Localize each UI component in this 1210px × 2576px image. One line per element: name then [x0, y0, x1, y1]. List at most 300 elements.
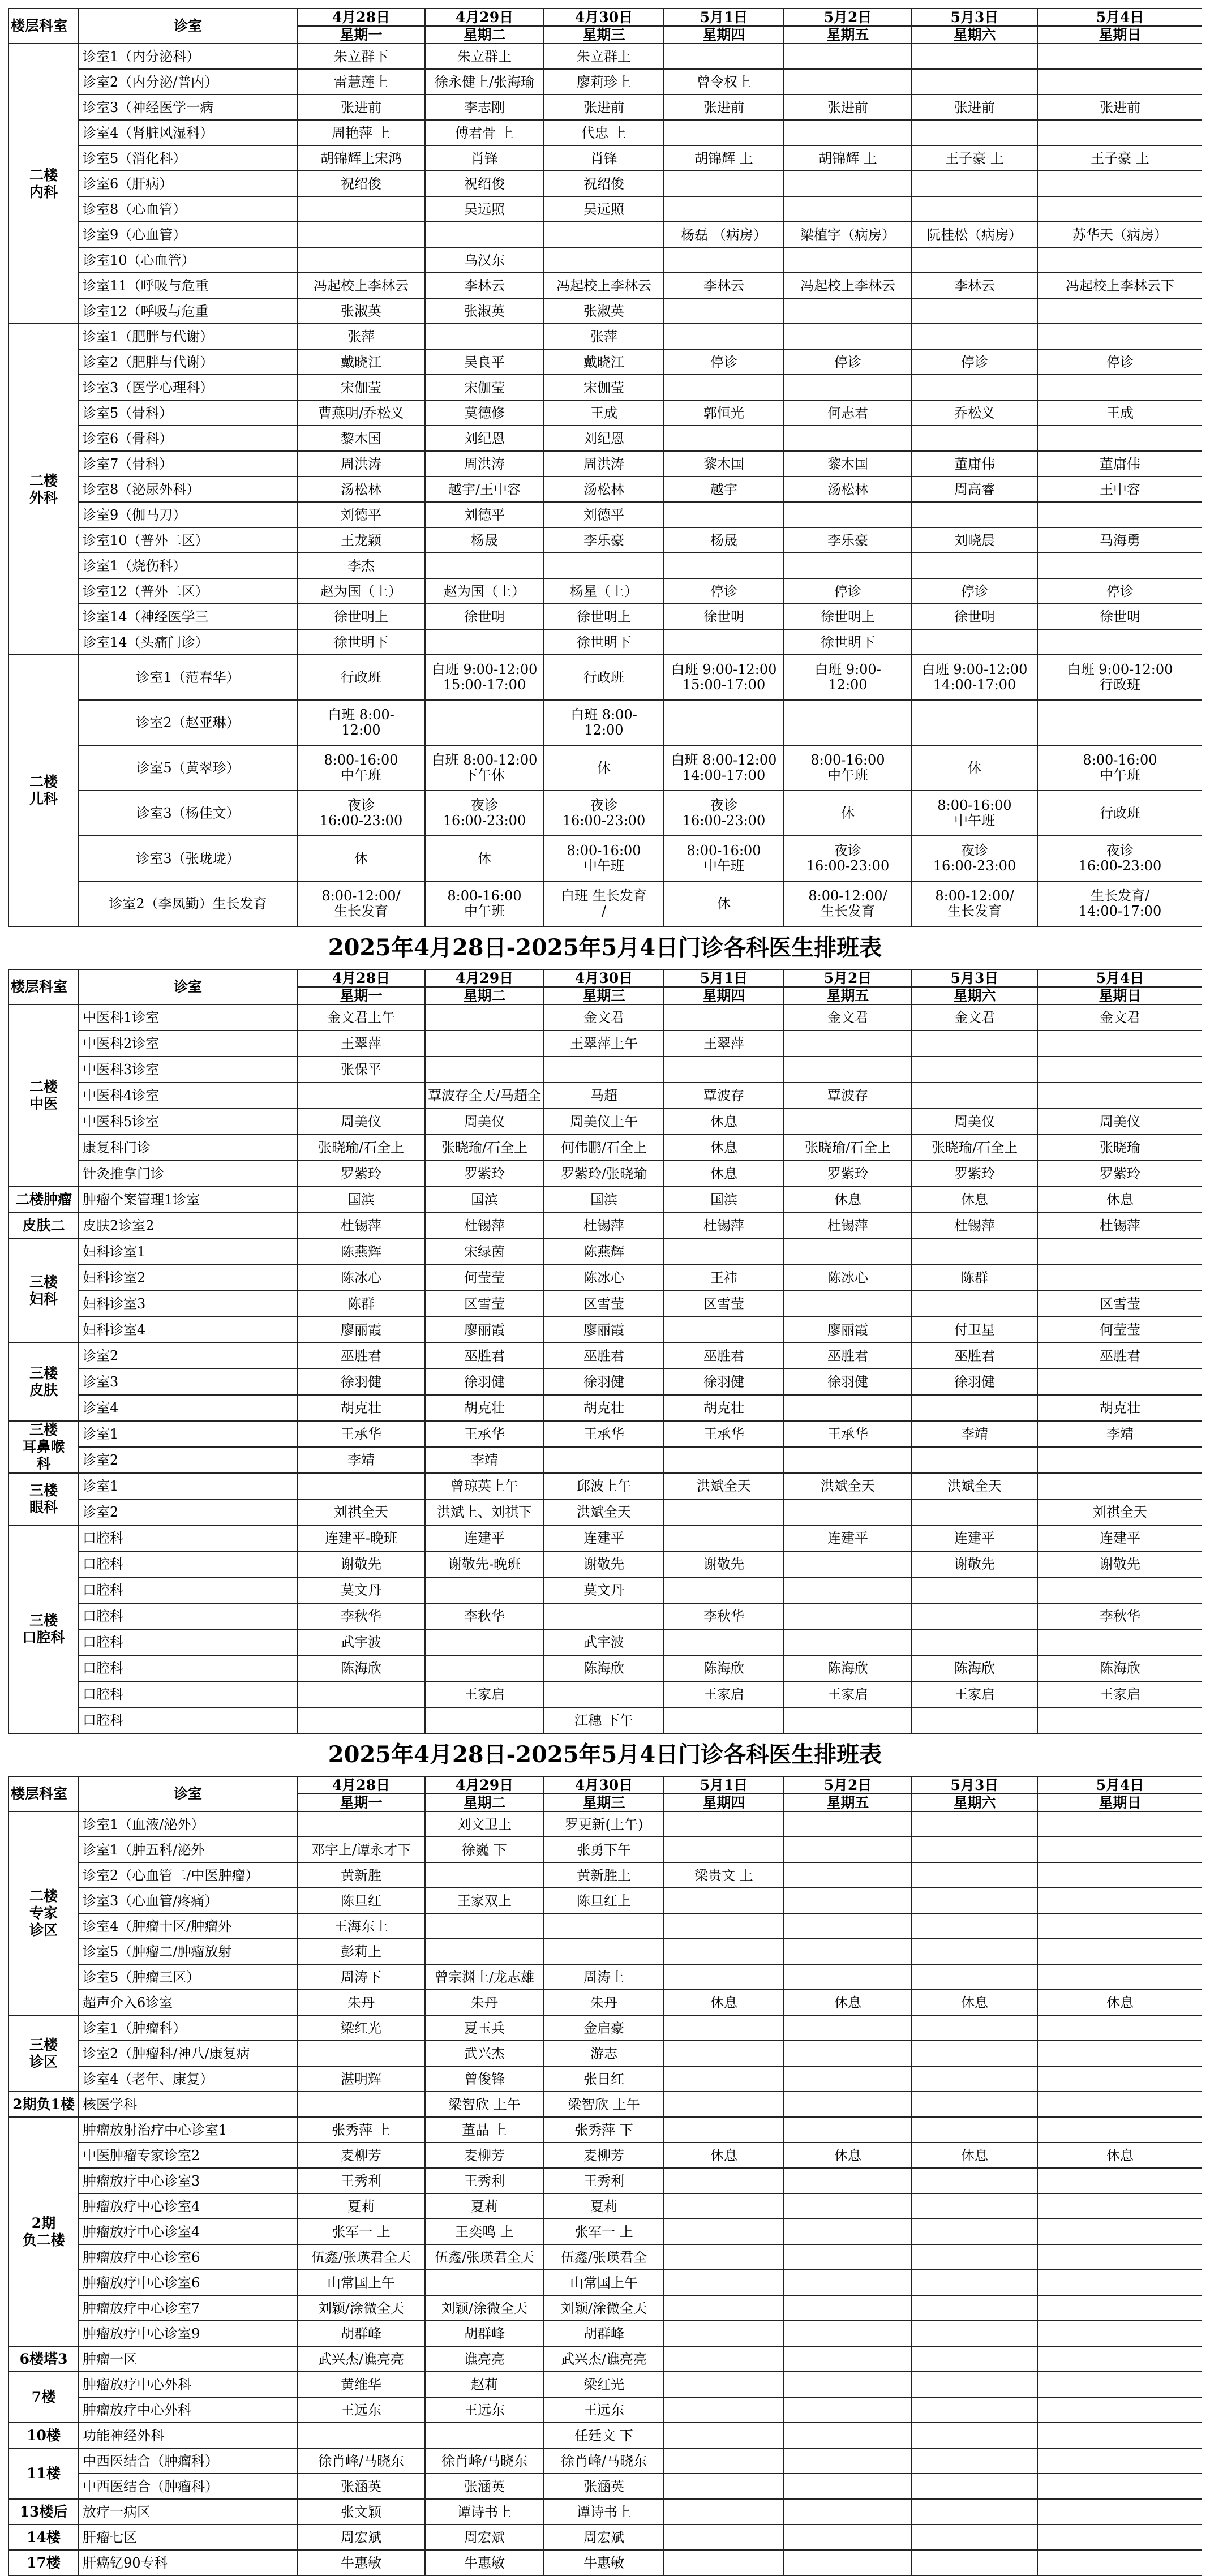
date-header: 5月3日	[912, 1776, 1037, 1794]
schedule-cell: 谢敬先	[1037, 1551, 1202, 1577]
schedule-cell: 曹燕明/乔松义	[297, 400, 425, 426]
schedule-cell: 张勇下午	[544, 1837, 664, 1862]
schedule-cell: 越宇	[664, 476, 784, 502]
schedule-cell: 梁智欣 上午	[425, 2092, 544, 2117]
room-header: 诊室	[79, 8, 297, 44]
schedule-cell: 连建平	[912, 1525, 1037, 1551]
table-row	[8, 700, 1202, 745]
floor-label: 三楼 皮肤	[8, 1343, 79, 1421]
schedule-cell: 8:00-12:00/ 生长发育	[297, 881, 425, 926]
schedule-cell: 马超	[544, 1083, 664, 1109]
room-name: 针灸推拿门诊	[79, 1161, 297, 1187]
schedule-cell: 王承华	[425, 1421, 544, 1447]
schedule-cell: 朱立群下	[297, 44, 425, 69]
schedule-cell: 停诊	[912, 578, 1037, 604]
schedule-cell	[1037, 1888, 1202, 1913]
schedule-cell	[912, 2168, 1037, 2193]
room-name: 诊室1（范春华）	[79, 655, 297, 700]
floor-label: 14楼	[8, 2525, 79, 2550]
schedule-cell: 8:00-12:00/ 生长发育	[912, 881, 1037, 926]
schedule-cell	[1037, 502, 1202, 527]
schedule-cell: 张保平	[297, 1057, 425, 1083]
schedule-cell: 刘纪恩	[544, 426, 664, 451]
schedule-cell: 伍鑫/张瑛君全天	[425, 2244, 544, 2270]
schedule-cell	[425, 1057, 544, 1083]
schedule-cell: 山常国上午	[544, 2270, 664, 2295]
schedule-cell	[784, 1603, 912, 1629]
room-name: 诊室5（黄翠珍）	[79, 745, 297, 791]
schedule-cell	[1037, 196, 1202, 222]
room-name: 肿瘤一区	[79, 2346, 297, 2372]
schedule-table-section-2	[8, 969, 1202, 1734]
schedule-cell: 何伟鹏/石全上	[544, 1135, 664, 1161]
schedule-cell	[664, 1629, 784, 1655]
schedule-cell: 区雪莹	[1037, 1291, 1202, 1317]
table-row	[8, 44, 1202, 69]
schedule-cell: 王远东	[425, 2397, 544, 2423]
table-row	[8, 451, 1202, 476]
table-row	[8, 1421, 1202, 1447]
schedule-cell: 金文君	[1037, 1004, 1202, 1031]
schedule-cell: 罗紫玲/张晓瑜	[544, 1161, 664, 1187]
schedule-cell: 休息	[664, 2143, 784, 2168]
schedule-cell: 黎木国	[784, 451, 912, 476]
schedule-cell: 8:00-12:00/ 生长发育	[784, 881, 912, 926]
schedule-cell: 戴晓江	[297, 349, 425, 375]
room-name: 诊室5（消化科）	[79, 145, 297, 171]
schedule-cell: 廖莉珍上	[544, 69, 664, 95]
schedule-cell	[664, 1239, 784, 1265]
schedule-cell	[1037, 2295, 1202, 2321]
schedule-cell	[544, 1447, 664, 1473]
schedule-cell: 梁贵文 上	[664, 1862, 784, 1888]
schedule-cell	[912, 426, 1037, 451]
schedule-cell: 陈旦红	[297, 1888, 425, 1913]
table-row	[8, 349, 1202, 375]
schedule-cell: 白班 生长发育 /	[544, 881, 664, 926]
schedule-cell	[912, 1939, 1037, 1964]
weekday-header: 星期一	[297, 1794, 425, 1811]
schedule-cell	[664, 1577, 784, 1603]
schedule-cell	[912, 1057, 1037, 1083]
schedule-cell: 李秋华	[664, 1603, 784, 1629]
schedule-cell: 徐世明	[1037, 604, 1202, 629]
schedule-cell: 杨星（上）	[544, 578, 664, 604]
room-name: 口腔科	[79, 1603, 297, 1629]
schedule-cell	[1037, 2270, 1202, 2295]
schedule-cell: 宋伽莹	[425, 375, 544, 400]
schedule-cell: 汤松林	[297, 476, 425, 502]
schedule-cell	[1037, 1265, 1202, 1291]
schedule-cell: 陈燕辉	[544, 1239, 664, 1265]
schedule-cell	[664, 1913, 784, 1939]
table-row	[8, 553, 1202, 578]
room-name: 中医科4诊室	[79, 1083, 297, 1109]
schedule-cell	[1037, 2550, 1202, 2575]
schedule-cell: 王承华	[297, 1421, 425, 1447]
schedule-cell: 张进前	[664, 95, 784, 120]
schedule-cell	[664, 2550, 784, 2575]
schedule-cell	[425, 1707, 544, 1733]
schedule-page	[8, 8, 1202, 2576]
date-header: 5月3日	[912, 969, 1037, 987]
schedule-title	[8, 1734, 1202, 1776]
weekday-header: 星期三	[544, 26, 664, 44]
room-name: 诊室1（肿五科/泌外	[79, 1837, 297, 1862]
schedule-cell: 刘德平	[425, 502, 544, 527]
schedule-cell: 任廷文 下	[544, 2423, 664, 2448]
room-name: 中医科5诊室	[79, 1109, 297, 1135]
schedule-cell	[784, 2117, 912, 2143]
room-name: 诊室3（医学心理科）	[79, 375, 297, 400]
schedule-cell: 张日红	[544, 2066, 664, 2092]
schedule-cell	[912, 1499, 1037, 1525]
schedule-cell: 张淑英	[425, 298, 544, 324]
schedule-cell: 停诊	[784, 349, 912, 375]
schedule-cell	[912, 298, 1037, 324]
schedule-cell	[784, 196, 912, 222]
schedule-cell: 黎木国	[664, 451, 784, 476]
schedule-cell: 王秀利	[544, 2168, 664, 2193]
schedule-cell: 祝绍俊	[297, 171, 425, 196]
schedule-cell: 周涛上	[544, 1964, 664, 1990]
schedule-cell: 梁红光	[297, 2015, 425, 2041]
table-row	[8, 881, 1202, 926]
schedule-cell: 区雪莹	[425, 1291, 544, 1317]
schedule-cell: 杨晟	[425, 527, 544, 553]
schedule-cell	[912, 2499, 1037, 2525]
room-name: 中医科3诊室	[79, 1057, 297, 1083]
schedule-cell: 游志	[544, 2041, 664, 2066]
schedule-cell: 王祎	[664, 1265, 784, 1291]
room-name: 诊室10（心血管）	[79, 247, 297, 273]
schedule-cell: 张涵英	[544, 2474, 664, 2499]
schedule-cell	[544, 1603, 664, 1629]
schedule-cell	[297, 1707, 425, 1733]
schedule-cell: 夜诊 16:00-23:00	[544, 791, 664, 836]
schedule-cell	[784, 1707, 912, 1733]
schedule-cell	[784, 2066, 912, 2092]
room-name: 肿瘤放疗中心诊室6	[79, 2244, 297, 2270]
schedule-cell	[425, 553, 544, 578]
schedule-cell	[664, 2525, 784, 2550]
schedule-cell	[664, 2041, 784, 2066]
floor-header: 楼层科室	[8, 1776, 79, 1811]
schedule-cell	[912, 2295, 1037, 2321]
schedule-cell	[544, 1939, 664, 1964]
schedule-cell	[1037, 1862, 1202, 1888]
table-row	[8, 1811, 1202, 1837]
schedule-cell: 徐世明	[664, 604, 784, 629]
schedule-cell: 金启豪	[544, 2015, 664, 2041]
schedule-cell: 谢敬先	[544, 1551, 664, 1577]
room-name: 康复科门诊	[79, 1135, 297, 1161]
room-name: 诊室2	[79, 1499, 297, 1525]
table-row	[8, 273, 1202, 298]
schedule-cell: 休息	[912, 2143, 1037, 2168]
table-row	[8, 2168, 1202, 2193]
date-header: 5月1日	[664, 969, 784, 987]
schedule-cell	[784, 375, 912, 400]
schedule-cell	[1037, 1939, 1202, 1964]
room-name: 诊室1（血液/泌外）	[79, 1811, 297, 1837]
schedule-cell: 黄新胜上	[544, 1862, 664, 1888]
schedule-cell: 李靖	[912, 1421, 1037, 1447]
room-name: 中西医结合（肿瘤科）	[79, 2448, 297, 2474]
schedule-cell: 连建平	[544, 1525, 664, 1551]
schedule-cell: 徐世明	[912, 604, 1037, 629]
schedule-cell: 胡克壮	[664, 1395, 784, 1421]
floor-label: 17楼	[8, 2550, 79, 2575]
table-row	[8, 2193, 1202, 2219]
schedule-cell: 莫文丹	[297, 1577, 425, 1603]
room-name: 诊室2（肿瘤科/神八/康复病	[79, 2041, 297, 2066]
schedule-cell: 周宏斌	[297, 2525, 425, 2550]
schedule-cell: 李靖	[1037, 1421, 1202, 1447]
schedule-cell: 白班 8:00-12:00 14:00-17:00	[664, 745, 784, 791]
schedule-cell	[784, 1964, 912, 1990]
schedule-cell: 赵为国（上）	[425, 578, 544, 604]
schedule-cell	[664, 1499, 784, 1525]
table-row	[8, 1004, 1202, 1031]
schedule-cell	[1037, 120, 1202, 145]
schedule-cell: 周美仪	[425, 1109, 544, 1135]
schedule-cell	[1037, 171, 1202, 196]
schedule-cell	[425, 1862, 544, 1888]
schedule-cell: 停诊	[1037, 578, 1202, 604]
schedule-cell: 王秀利	[297, 2168, 425, 2193]
floor-label: 三楼 诊区	[8, 2015, 79, 2092]
schedule-cell: 巫胜君	[1037, 1343, 1202, 1369]
schedule-cell: 王家启	[784, 1681, 912, 1707]
schedule-cell: 张晓瑜/石全上	[297, 1135, 425, 1161]
schedule-cell: 王子豪 上	[1037, 145, 1202, 171]
floor-label: 2期 负二楼	[8, 2117, 79, 2346]
room-name: 诊室10（普外二区）	[79, 527, 297, 553]
schedule-cell: 曾琼英上午	[425, 1473, 544, 1499]
schedule-cell: 祝绍俊	[425, 171, 544, 196]
schedule-cell: 停诊	[664, 349, 784, 375]
schedule-cell	[297, 247, 425, 273]
schedule-cell	[912, 2448, 1037, 2474]
schedule-cell	[784, 2448, 912, 2474]
schedule-cell	[297, 2041, 425, 2066]
schedule-cell: 杨晟	[664, 527, 784, 553]
schedule-cell	[912, 1888, 1037, 1913]
schedule-cell: 胡克壮	[544, 1395, 664, 1421]
schedule-cell: 王秀利	[425, 2168, 544, 2193]
table-row	[8, 2321, 1202, 2346]
schedule-cell	[912, 2041, 1037, 2066]
schedule-cell: 胡锦辉 上	[784, 145, 912, 171]
schedule-cell: 罗紫玲	[1037, 1161, 1202, 1187]
schedule-cell: 武宇波	[297, 1629, 425, 1655]
schedule-cell: 巫胜君	[664, 1343, 784, 1369]
schedule-cell: 徐羽健	[544, 1369, 664, 1395]
schedule-cell	[784, 120, 912, 145]
schedule-cell	[1037, 298, 1202, 324]
schedule-cell	[664, 324, 784, 349]
table-row	[8, 745, 1202, 791]
schedule-cell: 吴远照	[425, 196, 544, 222]
schedule-cell: 王承华	[664, 1421, 784, 1447]
schedule-cell: 休	[664, 881, 784, 926]
schedule-cell: 夜诊 16:00-23:00	[297, 791, 425, 836]
schedule-cell: 朱丹	[425, 1990, 544, 2015]
weekday-header: 星期一	[297, 26, 425, 44]
schedule-cell	[664, 2474, 784, 2499]
schedule-cell	[912, 553, 1037, 578]
table-row	[8, 324, 1202, 349]
room-name: 诊室2	[79, 1447, 297, 1473]
schedule-cell	[912, 2525, 1037, 2550]
schedule-cell: 金文君上午	[297, 1004, 425, 1031]
schedule-cell	[912, 196, 1037, 222]
schedule-cell: 张淑英	[297, 298, 425, 324]
schedule-cell	[425, 1913, 544, 1939]
schedule-cell: 徐世明上	[544, 604, 664, 629]
schedule-cell	[544, 1681, 664, 1707]
schedule-cell: 国滨	[664, 1187, 784, 1213]
table-row	[8, 1913, 1202, 1939]
schedule-cell: 牛惠敏	[297, 2550, 425, 2575]
schedule-cell	[1037, 1057, 1202, 1083]
schedule-cell	[1037, 1577, 1202, 1603]
schedule-cell	[912, 2244, 1037, 2270]
schedule-cell	[1037, 2092, 1202, 2117]
schedule-cell	[784, 2423, 912, 2448]
room-name: 诊室2（李凤勤）生长发育	[79, 881, 297, 926]
schedule-cell	[784, 1811, 912, 1837]
schedule-cell: 谢敬先	[664, 1551, 784, 1577]
schedule-cell: 8:00-16:00 中午班	[912, 791, 1037, 836]
room-name: 诊室12（普外二区）	[79, 578, 297, 604]
schedule-cell	[784, 44, 912, 69]
schedule-cell	[425, 1577, 544, 1603]
date-header: 5月2日	[784, 1776, 912, 1794]
table-row	[8, 1447, 1202, 1473]
schedule-cell: 李林云	[425, 273, 544, 298]
schedule-cell: 洪斌全天	[912, 1473, 1037, 1499]
room-name: 诊室2（心血管二/中医肿瘤）	[79, 1862, 297, 1888]
schedule-cell: 徐羽健	[912, 1369, 1037, 1395]
schedule-cell	[912, 1083, 1037, 1109]
schedule-cell: 王翠萍上午	[544, 1031, 664, 1057]
schedule-cell: 张军一 上	[297, 2219, 425, 2244]
schedule-cell	[1037, 2066, 1202, 2092]
schedule-cell: 张进前	[544, 95, 664, 120]
schedule-cell: 谭诗书上	[544, 2499, 664, 2525]
schedule-cell: 张淑英	[544, 298, 664, 324]
schedule-cell	[1037, 1447, 1202, 1473]
schedule-cell: 李秋华	[425, 1603, 544, 1629]
schedule-cell: 休息	[664, 1109, 784, 1135]
room-name: 口腔科	[79, 1629, 297, 1655]
schedule-cell: 李秋华	[297, 1603, 425, 1629]
schedule-cell: 休息	[664, 1990, 784, 2015]
schedule-cell: 牛惠敏	[544, 2550, 664, 2575]
schedule-cell: 陈冰心	[297, 1265, 425, 1291]
floor-label: 三楼 口腔科	[8, 1525, 79, 1733]
schedule-cell: 张文颖	[297, 2499, 425, 2525]
schedule-cell	[1037, 1811, 1202, 1837]
schedule-cell: 休	[544, 745, 664, 791]
date-header: 4月30日	[544, 969, 664, 987]
schedule-cell	[912, 1964, 1037, 1990]
schedule-cell	[425, 2423, 544, 2448]
schedule-cell: 胡克壮	[425, 1395, 544, 1421]
schedule-cell: 谢敬先	[912, 1551, 1037, 1577]
room-name: 妇科诊室4	[79, 1317, 297, 1343]
schedule-cell: 8:00-16:00 中午班	[544, 836, 664, 881]
table-row	[8, 2270, 1202, 2295]
schedule-cell	[784, 1239, 912, 1265]
schedule-cell: 连建平	[425, 1525, 544, 1551]
date-header: 5月1日	[664, 8, 784, 26]
schedule-cell: 周洪涛	[297, 451, 425, 476]
schedule-cell: 戴晓江	[544, 349, 664, 375]
room-name: 肿瘤个案管理1诊室	[79, 1187, 297, 1213]
schedule-cell	[784, 1862, 912, 1888]
weekday-header: 星期二	[425, 26, 544, 44]
floor-label: 6楼塔3	[8, 2346, 79, 2372]
room-name: 口腔科	[79, 1707, 297, 1733]
schedule-cell	[912, 1239, 1037, 1265]
schedule-cell	[425, 222, 544, 247]
schedule-cell: 刘德平	[297, 502, 425, 527]
schedule-cell: 白班 9:00-12:00 行政班	[1037, 655, 1202, 700]
schedule-cell: 曾俊锋	[425, 2066, 544, 2092]
schedule-cell: 邱波上午	[544, 1473, 664, 1499]
floor-label: 13楼后	[8, 2499, 79, 2525]
schedule-cell	[664, 2117, 784, 2143]
floor-label: 11楼	[8, 2448, 79, 2499]
schedule-cell: 马海勇	[1037, 527, 1202, 553]
schedule-cell: 吴远照	[544, 196, 664, 222]
schedule-cell: 陈燕辉	[297, 1239, 425, 1265]
schedule-cell: 乔松义	[912, 400, 1037, 426]
schedule-cell: 武兴杰/谯亮亮	[544, 2346, 664, 2372]
schedule-cell	[1037, 69, 1202, 95]
schedule-cell	[1037, 2525, 1202, 2550]
table-row	[8, 1681, 1202, 1707]
schedule-cell: 覃波存	[784, 1083, 912, 1109]
table-row	[8, 1862, 1202, 1888]
schedule-cell: 胡群峰	[544, 2321, 664, 2346]
table-row	[8, 2092, 1202, 2117]
header-row-dates	[8, 1776, 1202, 1794]
schedule-cell: 黄新胜	[297, 1862, 425, 1888]
room-name: 肝瘤七区	[79, 2525, 297, 2550]
schedule-cell	[664, 553, 784, 578]
schedule-cell: 张涵英	[425, 2474, 544, 2499]
schedule-cell: 陈海欣	[664, 1655, 784, 1681]
room-name: 超声介入6诊室	[79, 1990, 297, 2015]
room-name: 诊室6（肝病）	[79, 171, 297, 196]
schedule-cell	[425, 1939, 544, 1964]
table-row	[8, 2015, 1202, 2041]
table-row	[8, 171, 1202, 196]
schedule-cell: 宋绿茵	[425, 1239, 544, 1265]
schedule-cell: 陈冰心	[784, 1265, 912, 1291]
schedule-cell: 王承华	[784, 1421, 912, 1447]
schedule-cell: 胡锦辉上宋鸿	[297, 145, 425, 171]
schedule-cell: 张晓瑜/石全上	[784, 1135, 912, 1161]
schedule-cell: 梁智欣 上午	[544, 2092, 664, 2117]
schedule-cell	[912, 171, 1037, 196]
schedule-cell: 王成	[544, 400, 664, 426]
schedule-cell	[784, 2193, 912, 2219]
